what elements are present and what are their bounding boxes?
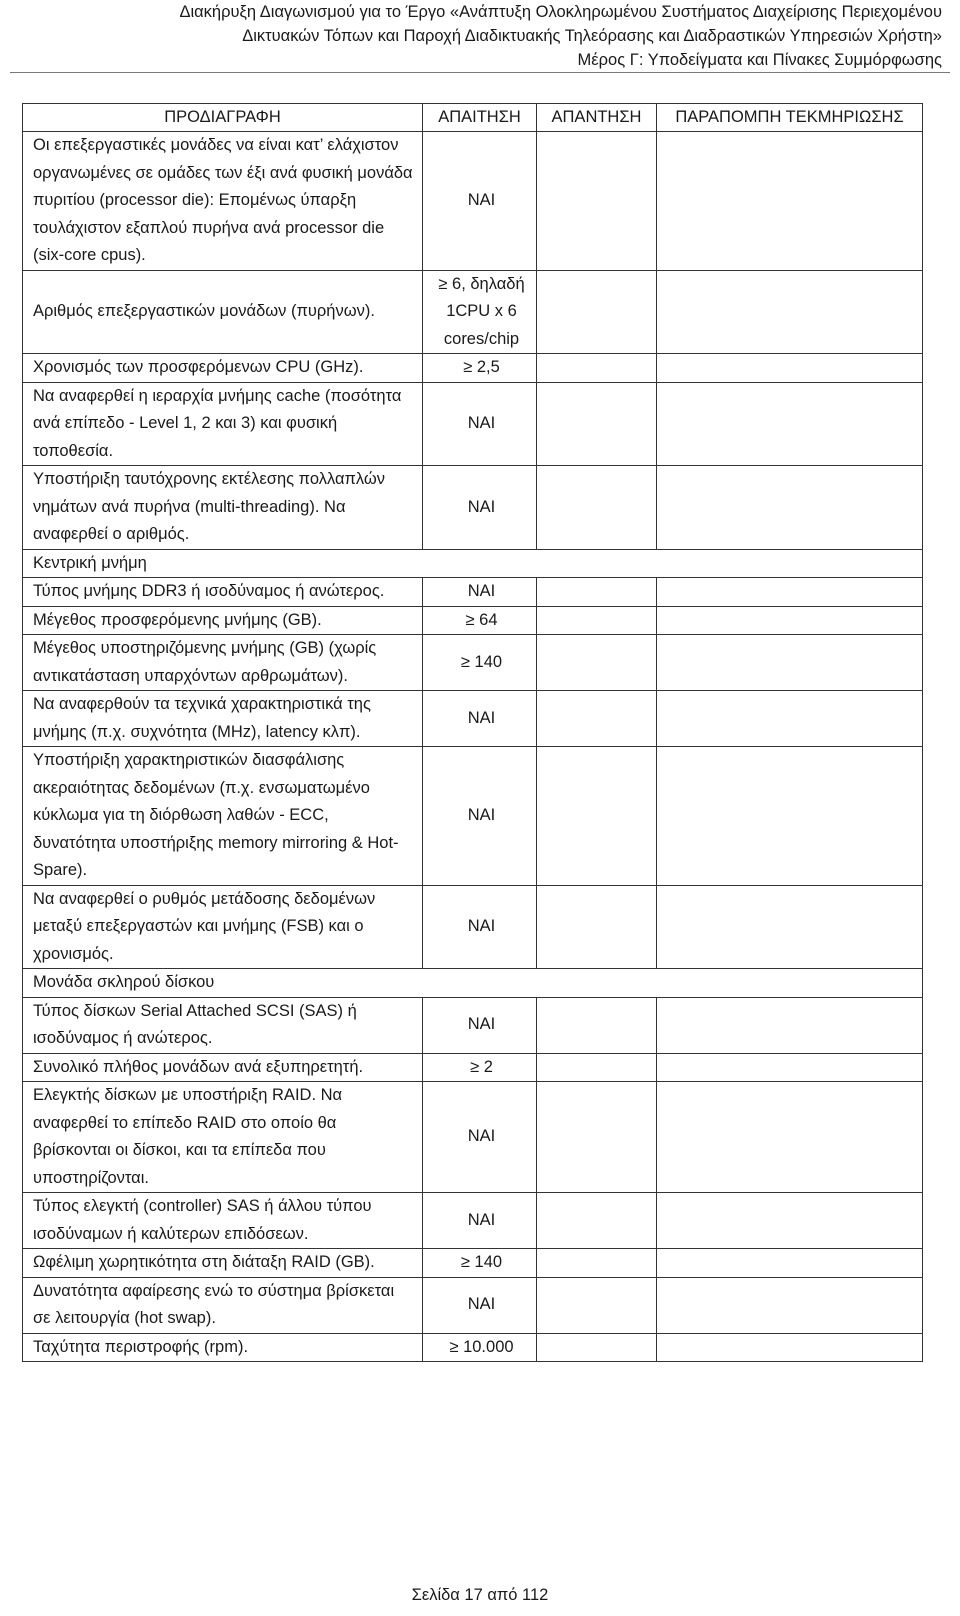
reference-cell[interactable] xyxy=(657,466,923,550)
spec-cell: Να αναφερθούν τα τεχνικά χαρακτηριστικά της μνήμης (π.χ. συχνότητα (MHz), latency κλπ). xyxy=(23,691,423,747)
answer-cell[interactable] xyxy=(537,747,657,886)
answer-cell[interactable] xyxy=(537,578,657,607)
answer-cell[interactable] xyxy=(537,691,657,747)
requirement-cell: ΝΑΙ xyxy=(423,466,537,550)
requirement-cell: ΝΑΙ xyxy=(423,1277,537,1333)
reference-cell[interactable] xyxy=(657,578,923,607)
requirement-cell: ≥ 64 xyxy=(423,606,537,635)
spec-cell: Αριθμός επεξεργαστικών μονάδων (πυρήνων). xyxy=(23,270,423,354)
reference-cell[interactable] xyxy=(657,1082,923,1193)
answer-cell[interactable] xyxy=(537,132,657,271)
requirement-cell: ΝΑΙ xyxy=(423,1193,537,1249)
reference-cell[interactable] xyxy=(657,997,923,1053)
spec-cell: Τύπος μνήμης DDR3 ή ισοδύναμος ή ανώτερος. xyxy=(23,578,423,607)
header-line-2: Δικτυακών Τόπων και Παροχή Διαδικτυακής Τηλεόρασης και Διαδραστικών Υπηρεσιών Χρήστη» xyxy=(242,27,942,45)
answer-cell[interactable] xyxy=(537,1053,657,1082)
spec-cell: Συνολικό πλήθος μονάδων ανά εξυπηρετητή. xyxy=(23,1053,423,1082)
answer-cell[interactable] xyxy=(537,354,657,383)
table-row xyxy=(23,382,923,466)
compliance-table xyxy=(22,103,923,1362)
reference-cell[interactable] xyxy=(657,1333,923,1362)
table-row xyxy=(23,270,923,354)
requirement-cell: ΝΑΙ xyxy=(423,1082,537,1193)
requirement-cell: ΝΑΙ xyxy=(423,132,537,271)
answer-cell[interactable] xyxy=(537,270,657,354)
requirement-cell: ΝΑΙ xyxy=(423,747,537,886)
answer-cell[interactable] xyxy=(537,1082,657,1193)
reference-cell[interactable] xyxy=(657,270,923,354)
header-requirement: ΑΠΑΙΤΗΣΗ xyxy=(423,104,537,132)
answer-cell[interactable] xyxy=(537,1249,657,1278)
spec-cell: Δυνατότητα αφαίρεσης ενώ το σύστημα βρίσκεται σε λειτουργία (hot swap). xyxy=(23,1277,423,1333)
document-header xyxy=(22,0,942,72)
table-row xyxy=(23,1193,923,1249)
spec-cell: Μέγεθος προσφερόμενης μνήμης (GB). xyxy=(23,606,423,635)
reference-cell[interactable] xyxy=(657,382,923,466)
table-header-row xyxy=(23,104,923,132)
requirement-cell: ΝΑΙ xyxy=(423,997,537,1053)
table-row xyxy=(23,747,923,886)
header-line-3: Μέρος Γ: Υποδείγματα και Πίνακες Συμμόρφωσης xyxy=(577,51,942,69)
table-body xyxy=(23,132,923,1362)
requirement-cell: ≥ 2,5 xyxy=(423,354,537,383)
spec-cell: Μέγεθος υποστηριζόμενης μνήμης (GB) (χωρίς αντικατάσταση υπαρχόντων αρθρωμάτων). xyxy=(23,635,423,691)
page-number: Σελίδα 17 από 112 xyxy=(411,1586,549,1604)
reference-cell[interactable] xyxy=(657,1249,923,1278)
reference-cell[interactable] xyxy=(657,635,923,691)
reference-cell[interactable] xyxy=(657,747,923,886)
spec-cell: Ταχύτητα περιστροφής (rpm). xyxy=(23,1333,423,1362)
table-row xyxy=(23,635,923,691)
table-row xyxy=(23,1249,923,1278)
table-row xyxy=(23,578,923,607)
answer-cell[interactable] xyxy=(537,1277,657,1333)
spec-cell: Να αναφερθεί ο ρυθμός μετάδοσης δεδομένων μεταξύ επεξεργαστών και μνήμης (FSB) και ο χρονισμός. xyxy=(23,885,423,969)
requirement-cell: ΝΑΙ xyxy=(423,691,537,747)
requirement-cell: ≥ 6, δηλαδή 1CPU x 6 cores/chip xyxy=(423,270,537,354)
table-row xyxy=(23,1082,923,1193)
reference-cell[interactable] xyxy=(657,1277,923,1333)
requirement-cell: ΝΑΙ xyxy=(423,382,537,466)
requirement-cell: ≥ 2 xyxy=(423,1053,537,1082)
table-row xyxy=(23,466,923,550)
reference-cell[interactable] xyxy=(657,354,923,383)
requirement-cell: ΝΑΙ xyxy=(423,578,537,607)
reference-cell[interactable] xyxy=(657,606,923,635)
header-reference: ΠΑΡΑΠΟΜΠΗ ΤΕΚΜΗΡΙΩΣΗΣ xyxy=(657,104,923,132)
answer-cell[interactable] xyxy=(537,382,657,466)
table-row xyxy=(23,997,923,1053)
reference-cell[interactable] xyxy=(657,132,923,271)
table-row xyxy=(23,1277,923,1333)
table-row xyxy=(23,354,923,383)
header-line-1: Διακήρυξη Διαγωνισμού για το Έργο «Ανάπτυξη Ολοκληρωμένου Συστήματος Διαχείρισης Περιεχομένου xyxy=(179,3,942,21)
reference-cell[interactable] xyxy=(657,1193,923,1249)
requirement-cell: ΝΑΙ xyxy=(423,885,537,969)
spec-cell: Τύπος δίσκων Serial Attached SCSI (SAS) ή ισοδύναμος ή ανώτερος. xyxy=(23,997,423,1053)
reference-cell[interactable] xyxy=(657,1053,923,1082)
section-row-hard-disk xyxy=(23,969,923,998)
section-title: Κεντρική μνήμη xyxy=(23,549,923,578)
spec-cell: Υποστήριξη ταυτόχρονης εκτέλεσης πολλαπλών νημάτων ανά πυρήνα (multi-threading). Να αναφερθεί ο αριθμός. xyxy=(23,466,423,550)
table-row xyxy=(23,606,923,635)
requirement-cell: ≥ 10.000 xyxy=(423,1333,537,1362)
reference-cell[interactable] xyxy=(657,885,923,969)
requirement-cell: ≥ 140 xyxy=(423,635,537,691)
table-row xyxy=(23,885,923,969)
spec-cell: Τύπος ελεγκτή (controller) SAS ή άλλου τύπου ισοδύναμων ή καλύτερων επιδόσεων. xyxy=(23,1193,423,1249)
header-answer: ΑΠΑΝΤΗΣΗ xyxy=(537,104,657,132)
spec-cell: Υποστήριξη χαρακτηριστικών διασφάλισης ακεραιότητας δεδομένων (π.χ. ενσωματωμένο κύκλωμα για τη διόρθωση λαθών - ECC, δυνατότητα υποστήριξης memory mirroring & Hot-Spare). xyxy=(23,747,423,886)
spec-cell: Οι επεξεργαστικές μονάδες να είναι κατ’ ελάχιστον οργανωμένες σε ομάδες των έξι ανά φυσική μονάδα πυριτίου (processor die): Επομένως ύπαρξη τουλάχιστον εξαπλού πυρήνα ανά processor die (six-core cpus). xyxy=(23,132,423,271)
spec-cell: Ωφέλιμη χωρητικότητα στη διάταξη RAID (GB). xyxy=(23,1249,423,1278)
spec-cell: Χρονισμός των προσφερόμενων CPU (GHz). xyxy=(23,354,423,383)
spec-cell: Ελεγκτής δίσκων με υποστήριξη RAID. Να αναφερθεί το επίπεδο RAID στο οποίο θα βρίσκονται οι δίσκοι, και τα επίπεδα που υποστηρίζονται. xyxy=(23,1082,423,1193)
answer-cell[interactable] xyxy=(537,1333,657,1362)
table-row xyxy=(23,691,923,747)
header-spec: ΠΡΟΔΙΑΓΡΑΦΗ xyxy=(23,104,423,132)
table-row xyxy=(23,1053,923,1082)
answer-cell[interactable] xyxy=(537,466,657,550)
section-title: Μονάδα σκληρού δίσκου xyxy=(23,969,923,998)
answer-cell[interactable] xyxy=(537,997,657,1053)
answer-cell[interactable] xyxy=(537,635,657,691)
answer-cell[interactable] xyxy=(537,885,657,969)
table-row xyxy=(23,1333,923,1362)
reference-cell[interactable] xyxy=(657,691,923,747)
answer-cell[interactable] xyxy=(537,606,657,635)
requirement-cell: ≥ 140 xyxy=(423,1249,537,1278)
spec-cell: Να αναφερθεί η ιεραρχία μνήμης cache (ποσότητα ανά επίπεδο - Level 1, 2 και 3) και φυσική τοποθεσία. xyxy=(23,382,423,466)
table-row xyxy=(23,132,923,271)
header-divider xyxy=(10,72,950,73)
section-row-main-memory xyxy=(23,549,923,578)
answer-cell[interactable] xyxy=(537,1193,657,1249)
